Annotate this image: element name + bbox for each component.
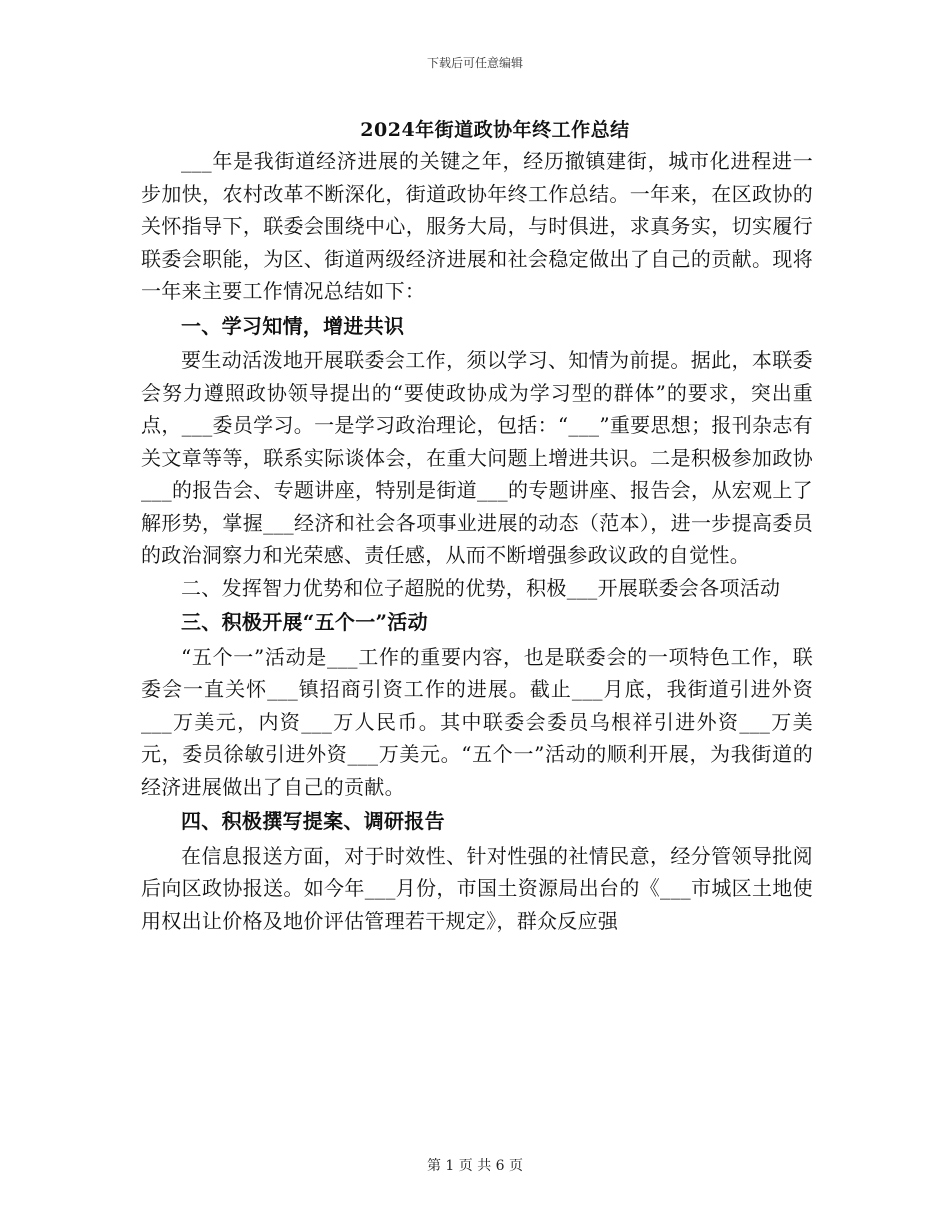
document-title: 2024年街道政协年终工作总结 (360, 119, 630, 141)
paragraph-intro: ___年是我街道经济进展的关键之年，经历撤镇建街，城市化进程进一步加快，农村改革不断深化，街道政协年终工作总结。一年来，在区政协的关怀指导下，联委会围绕中心，服务大局，与时俱进，求真务实，切实履行联委会职能，为区、街道两级经济进展和社会稳定做出了自己的贡献。现将一年来主要工作情况总结如下： (141, 149, 813, 303)
paragraph-proposals: 在信息报送方面，对于时效性、针对性强的社情民意，经分管领导批阅后向区政协报送。如今年___月份，市国土资源局出台的《___市城区土地使用权出让价格及地价评估管理若干规定》，群众反应强 (141, 843, 813, 933)
document-body (141, 145, 813, 937)
paragraph-five-ones: “五个一”活动是___工作的重要内容，也是联委会的一项特色工作，联委会一直关怀___镇招商引资工作的进展。截止___月底，我街道引进外资___万美元，内资___万人民币。其中联委会委员乌根祥引进外资___万美元，委员徐敏引进外资___万美元。“五个一”活动的顺利开展，为我街道的经济进展做出了自己的贡献。 (141, 644, 813, 799)
section-heading-2: 二、发挥智力优势和位子超脱的优势，积极___开展联委会各项活动 (181, 575, 781, 600)
paragraph-study: 要生动活泼地开展联委会工作，须以学习、知情为前提。据此，本联委会努力遵照政协领导提出的“要使政协成为学习型的群体”的要求，突出重点，___委员学习。一是学习政治理论，包括：“___”重要思想；报刊杂志有关文章等等，联系实际谈体会，在重大问题上增进共识。二是积极参加政协___的报告会、专题讲座，特别是街道___的专题讲座、报告会，从宏观上了解形势，掌握___经济和社会各项事业进展的动态（范本），进一步提高委员的政治洞察力和光荣感、责任感，从而不断增强参政议政的自觉性。 (141, 348, 813, 567)
header-note: 下载后可任意编辑 (426, 56, 523, 70)
page-number: 第 1 页 共 6 页 (426, 1158, 524, 1174)
section-heading-3: 三、积极开展“五个一”活动 (181, 610, 428, 634)
section-heading-1: 一、学习知情，增进共识 (181, 313, 405, 338)
section-heading-4: 四、积极撰写提案、调研报告 (181, 809, 445, 833)
